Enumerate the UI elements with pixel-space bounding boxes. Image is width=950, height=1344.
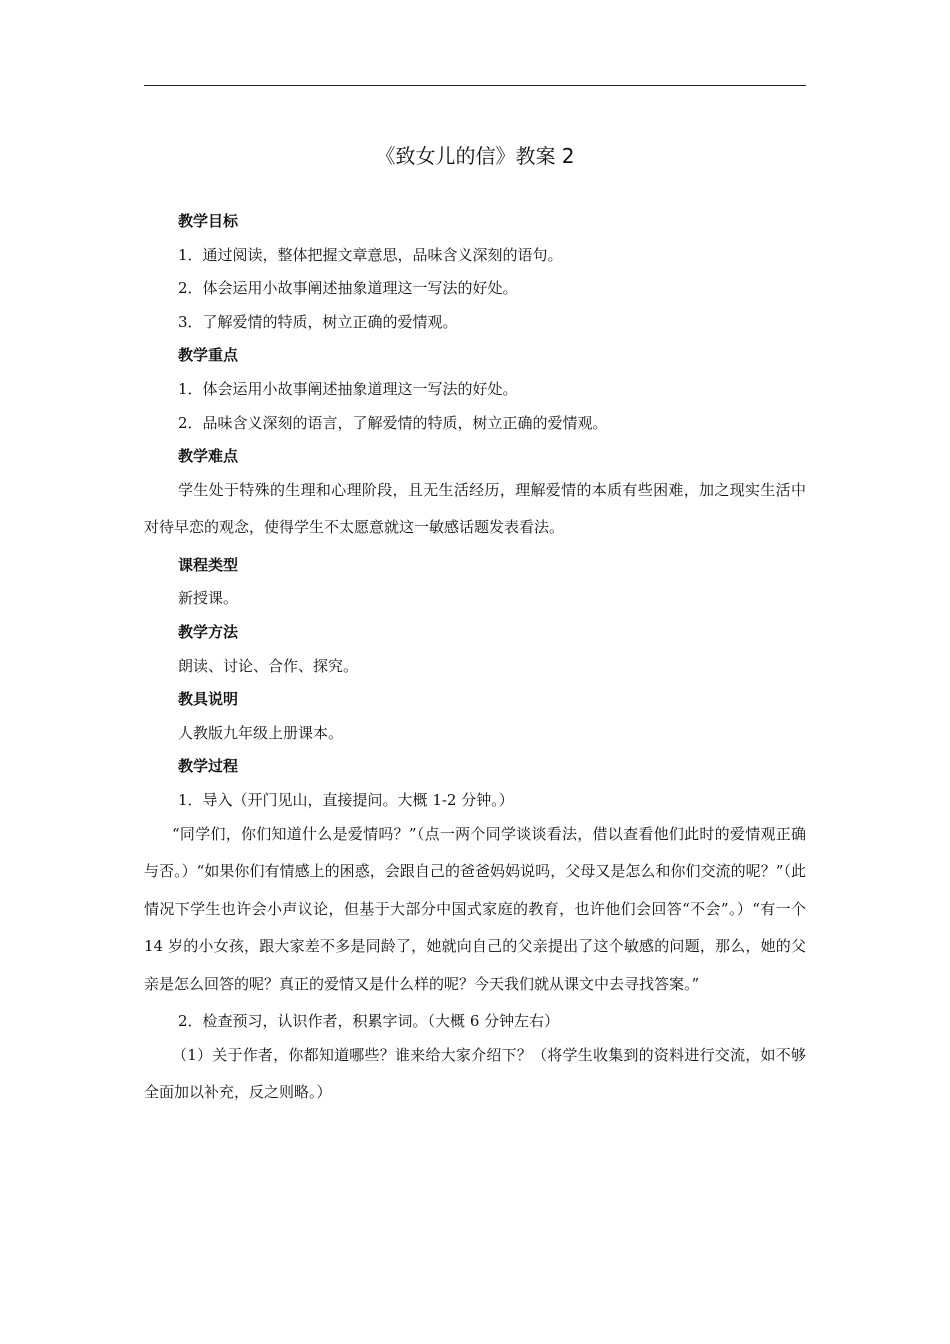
course-type-text: 新授课。: [178, 589, 239, 608]
section-heading-objectives: 教学目标: [178, 212, 239, 230]
document-title: 《致女儿的信》教案 2: [375, 144, 575, 168]
key-point-item: 2．品味含义深刻的语言，了解爱情的特质，树立正确的爱情观。: [178, 413, 608, 432]
process-step-2: 2．检查预习，认识作者，积累字词。（大概 6 分钟左右）: [178, 1012, 560, 1030]
process-step-1: 1．导入（开门见山，直接提问。大概 1-2 分钟。）: [178, 790, 514, 809]
document-body: [144, 205, 806, 1114]
section-heading-methods: 教学方法: [178, 622, 239, 641]
objective-item: 2．体会运用小故事阐述抽象道理这一写法的好处。: [178, 279, 518, 298]
section-heading-difficulties: 教学难点: [178, 447, 239, 466]
section-heading-course-type: 课程类型: [178, 555, 239, 574]
section-heading-process: 教学过程: [178, 757, 239, 776]
header-rule: [144, 85, 806, 86]
process-step-1-paragraph: “同学们，你们知道什么是爱情吗？”（点一两个同学谈谈看法，借以查看他们此时的爱情观正确与否。）“如果你们有情感上的困惑，会跟自己的爸爸妈妈说吗，父母又是怎么和你们交流的呢？”（此情况下学生也许会小声议论，但基于大部分中国式家庭的教育，也许他们会回答“不会”。）“有一个 14 岁的小女孩，跟大家差不多是同龄了，她就向自己的父亲提出了这个敏感的问题，那么，她的父亲是怎么回答的呢？真正的爱情又是什么样的呢？今天我们就从课文中去寻找答案。”: [144, 824, 806, 993]
section-heading-key-points: 教学重点: [178, 346, 239, 365]
materials-text: 人教版九年级上册课本。: [178, 723, 344, 742]
process-step-2-paragraph: （1）关于作者，你都知道哪些？谁来给大家介绍下？（将学生收集到的资料进行交流，如不够全面加以补充，反之则略。）: [144, 1045, 806, 1102]
methods-text: 朗读、讨论、合作、探究。: [178, 656, 359, 675]
objective-item: 3．了解爱情的特质，树立正确的爱情观。: [178, 312, 458, 331]
difficulties-paragraph: 学生处于特殊的生理和心理阶段，且无生活经历，理解爱情的本质有些困难，加之现实生活中对待早恋的观念，使得学生不太愿意就这一敏感话题发表看法。: [144, 480, 806, 537]
section-heading-materials: 教具说明: [178, 690, 239, 709]
key-point-item: 1．体会运用小故事阐述抽象道理这一写法的好处。: [178, 379, 518, 398]
objective-item: 1．通过阅读，整体把握文章意思，品味含义深刻的语句。: [178, 245, 563, 264]
